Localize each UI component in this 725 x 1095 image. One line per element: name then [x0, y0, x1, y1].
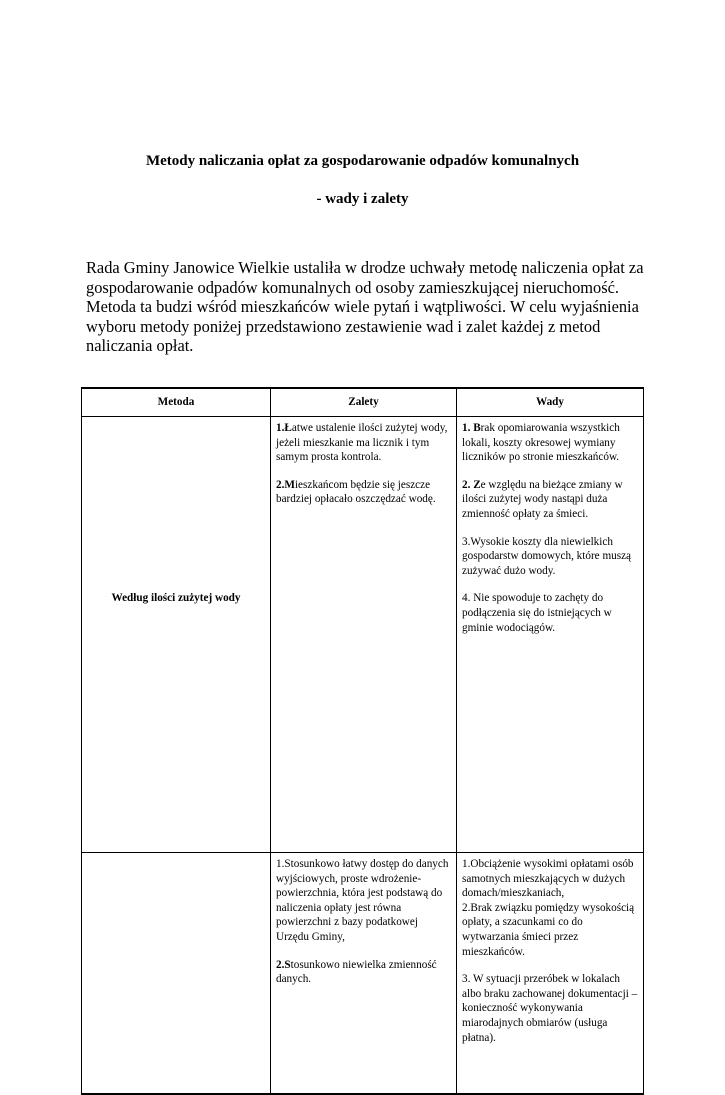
- intro-paragraph: [86, 258, 646, 356]
- item-number: 2.M: [276, 478, 295, 491]
- item-text: 4. Nie spowoduje to zachęty do podłączenia się do istniejących w gminie wodociągów.: [462, 592, 612, 634]
- list-item: [462, 421, 638, 465]
- column-header-zalety: Zalety: [271, 388, 457, 417]
- method-cell: Według ilości zużytej wody: [82, 417, 271, 853]
- item-text: atwe ustalenie ilości zużytej wody, jeżeli mieszkanie ma licznik i tym samym prosta kontrola.: [276, 422, 448, 464]
- list-item: [276, 857, 451, 945]
- item-text: ieszkańcom będzie się jeszcze bardziej opłacało oszczędzać wodę.: [276, 478, 436, 506]
- comparison-table: [81, 387, 644, 1095]
- page-subtitle: - wady i zalety: [316, 191, 409, 207]
- table-row: [82, 417, 644, 853]
- item-number: 2. Z: [462, 478, 481, 491]
- zalety-cell: [271, 417, 457, 853]
- item-number: 1. B: [462, 422, 481, 434]
- item-text: tosunkowo niewielka zmienność danych.: [276, 958, 437, 986]
- item-text: 3. W sytuacji przeróbek w lokalach albo braku zachowanej dokumentacji – konieczność wykonywania miarodajnych obmiarów (usługa płatna).: [462, 973, 638, 1044]
- item-text: e względu na bieżące zmiany w ilości zużytej wody nastąpi duża zmienność opłaty za śmieci.: [462, 478, 623, 520]
- item-text: 2.Brak związku pomiędzy wysokością opłaty, a szacunkami co do wytwarzania śmieci przez mieszkańców.: [462, 901, 635, 958]
- list-item: [276, 421, 451, 465]
- item-text: 3.Wysokie koszty dla niewielkich gospodarstw domowych, które muszą zużywać dużo wody.: [462, 535, 632, 577]
- item-number: 2.S: [276, 958, 291, 971]
- list-item: [462, 901, 638, 959]
- list-item: [276, 958, 451, 987]
- intro-text: Rada Gminy Janowice Wielkie ustaliła w drodze uchwały metodę naliczenia opłat za gospodarowanie odpadów komunalnych od osoby zamieszkującej nieruchomość. Metoda ta budzi wśród mieszkańców wiele pytań i wątpliwości. W celu wyjaśnienia wyboru metody poniżej przedstawiono zestawienie wad i zalet każdej z metod naliczania opłat.: [86, 258, 644, 355]
- column-header-metoda: Metoda: [82, 388, 271, 417]
- zalety-cell: [271, 853, 457, 1095]
- list-item: [276, 478, 451, 507]
- item-text: 1.Obciążenie wysokimi opłatami osób samotnych mieszkających w dużych domach/mieszkaniach,: [462, 858, 634, 900]
- item-number: 1.Ł: [276, 422, 292, 434]
- list-item: [462, 591, 638, 635]
- list-item: [462, 857, 638, 901]
- item-text: 1.Stosunkowo łatwy dostęp do danych wyjściowych, proste wdrożenie- powierzchnia, która jest podstawą do naliczenia opłaty jest równa powierzchni z bazy podatkowej Urzędu Gminy,: [276, 858, 449, 943]
- wady-cell: [457, 853, 644, 1095]
- method-cell: [82, 853, 271, 1095]
- list-item: [462, 972, 638, 1045]
- table-header-row: [82, 388, 644, 417]
- page-title: Metody naliczania opłat za gospodarowanie odpadów komunalnych: [145, 153, 580, 169]
- list-item: [462, 535, 638, 579]
- table-row: [82, 853, 644, 1095]
- item-text: rak opomiarowania wszystkich lokali, koszty okresowej wymiany liczników po stronie mieszkańców.: [462, 422, 620, 464]
- wady-cell: [457, 417, 644, 853]
- list-item: [462, 478, 638, 522]
- column-header-wady: Wady: [457, 388, 644, 417]
